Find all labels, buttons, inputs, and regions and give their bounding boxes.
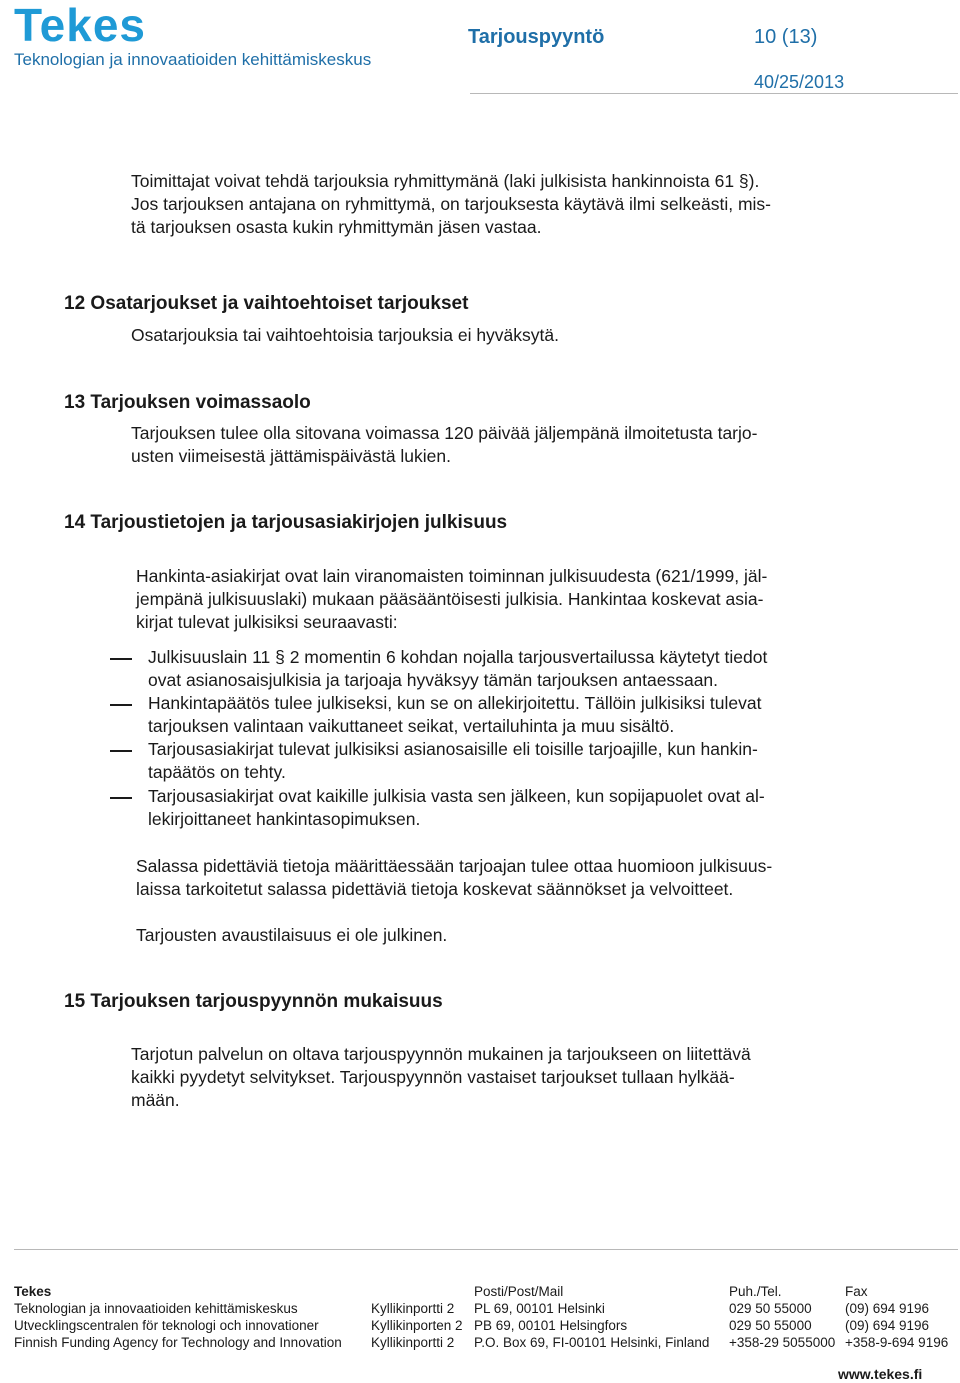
text-line: Tarjotun palvelun on oltava tarjouspyynnön mukainen ja tarjoukseen on liitettävä <box>131 1044 751 1064</box>
opening-session-text: Tarjousten avaustilaisuus ei ole julkinen. <box>136 925 448 945</box>
footer-mail-en: P.O. Box 69, FI-00101 Helsinki, Finland <box>474 1335 710 1350</box>
footer-fax-en: +358-9-694 9196 <box>845 1335 949 1350</box>
footer-phone-en: +358-29 5055000 <box>729 1335 836 1350</box>
tekes-logo: Tekes <box>14 0 147 51</box>
footer-phone-sv: 029 50 55000 <box>729 1318 812 1333</box>
footer-fax-header: Fax <box>845 1284 868 1299</box>
footer-org-en: Finnish Funding Agency for Technology and Innovation <box>14 1335 342 1350</box>
text-line: tarjouksen valintaan vaikuttaneet seikat, vertailuhinta ja muu sisältö. <box>148 716 675 736</box>
text-line: kirjat tulevat julkisiksi seuraavasti: <box>136 612 398 632</box>
intro-paragraph <box>131 170 771 239</box>
footer-phone-fi: 029 50 55000 <box>729 1301 812 1316</box>
page-number: 10 (13) <box>754 26 818 48</box>
text-line: laissa tarkoitetut salassa pidettäviä tietoja koskevat säännökset ja velvoitteet. <box>136 879 734 899</box>
footer-street-sv: Kyllikinporten 2 <box>371 1318 463 1333</box>
text-line: jempänä julkisuuslaki) mukaan pääsääntöisesti julkisia. Hankintaa koskevat asia- <box>136 589 764 609</box>
text-line: Hankintapäätös tulee julkiseksi, kun se on allekirjoitettu. Tällöin julkisiksi tulevat <box>148 693 762 713</box>
footer-org-sv: Utvecklingscentralen för teknologi och innovationer <box>14 1318 319 1333</box>
bullet-item <box>148 692 761 738</box>
document-title: Tarjouspyyntö <box>468 26 605 48</box>
section-14-intro <box>136 565 767 634</box>
text-line: lekirjoittaneet hankintasopimuksen. <box>148 809 421 829</box>
dash-bullet-icon <box>110 797 132 799</box>
bullet-item <box>148 646 767 692</box>
footer-fax-sv: (09) 694 9196 <box>845 1318 930 1333</box>
confidentiality-paragraph <box>136 855 772 901</box>
header-divider <box>470 93 958 94</box>
section-13-paragraph <box>131 422 757 468</box>
bullet-item <box>148 785 765 831</box>
footer-phone-header: Puh./Tel. <box>729 1284 782 1299</box>
document-date: 40/25/2013 <box>754 72 845 92</box>
dash-bullet-icon <box>110 704 132 706</box>
text-line: Tarjousasiakirjat ovat kaikille julkisia vasta sen jälkeen, kun sopijapuolet ovat al- <box>148 786 765 806</box>
text-line: usten viimeisestä jättämispäivästä lukien. <box>131 446 452 466</box>
dash-bullet-icon <box>110 658 132 660</box>
text-line: kaikki pyydetyt selvitykset. Tarjouspyynnön vastaiset tarjoukset tullaan hylkää- <box>131 1067 735 1087</box>
text-line: Toimittajat voivat tehdä tarjouksia ryhmittymänä (laki julkisista hankinnoista 61 §). <box>131 171 760 191</box>
text-line: mään. <box>131 1090 180 1110</box>
section-12-heading: 12 Osatarjoukset ja vaihtoehtoiset tarjoukset <box>64 293 469 314</box>
text-line: Julkisuuslain 11 § 2 momentin 6 kohdan nojalla tarjousvertailussa käytetyt tiedot <box>148 647 768 667</box>
text-line: Jos tarjouksen antajana on ryhmittymä, on tarjouksesta käytävä ilmi selkeästi, mis- <box>131 194 771 214</box>
footer-mail-fi: PL 69, 00101 Helsinki <box>474 1301 605 1316</box>
footer-street-fi: Kyllikinportti 2 <box>371 1301 455 1316</box>
text-line: tapäätös on tehty. <box>148 762 286 782</box>
section-15-heading: 15 Tarjouksen tarjouspyynnön mukaisuus <box>64 991 443 1012</box>
dash-bullet-icon <box>110 750 132 752</box>
bullet-item <box>148 738 758 784</box>
section-13-heading: 13 Tarjouksen voimassaolo <box>64 392 311 413</box>
organization-name: Teknologian ja innovaatioiden kehittämiskeskus <box>14 50 372 69</box>
footer-divider <box>14 1249 958 1250</box>
footer-street-en: Kyllikinportti 2 <box>371 1335 455 1350</box>
section-14-heading: 14 Tarjoustietojen ja tarjousasiakirjojen julkisuus <box>64 512 508 533</box>
footer-company-name: Tekes <box>14 1284 52 1299</box>
text-line: Salassa pidettäviä tietoja määrittäessään tarjoajan tulee ottaa huomioon julkisuus- <box>136 856 773 876</box>
section-15-paragraph <box>131 1043 751 1112</box>
footer-mail-header: Posti/Post/Mail <box>474 1284 564 1299</box>
text-line: Hankinta-asiakirjat ovat lain viranomaisten toiminnan julkisuudesta (621/1999, jäl- <box>136 566 768 586</box>
section-12-text: Osatarjouksia tai vaihtoehtoisia tarjouksia ei hyväksytä. <box>131 325 559 345</box>
text-line: Tarjousasiakirjat tulevat julkisiksi asianosaisille eli toisille tarjoajille, kun hankin- <box>148 739 758 759</box>
text-line: tä tarjouksen osasta kukin ryhmittymän jäsen vastaa. <box>131 217 542 237</box>
text-line: Tarjouksen tulee olla sitovana voimassa 120 päivää jäljempänä ilmoitetusta tarjo- <box>131 423 758 443</box>
website-link[interactable]: www.tekes.fi <box>838 1366 923 1382</box>
text-line: ovat asianosaisjulkisia ja tarjoaja hyväksyy tämän tarjouksen antaessaan. <box>148 670 719 690</box>
footer-mail-sv: PB 69, 00101 Helsingfors <box>474 1318 628 1333</box>
footer-org-fi: Teknologian ja innovaatioiden kehittämiskeskus <box>14 1301 298 1316</box>
footer-fax-fi: (09) 694 9196 <box>845 1301 930 1316</box>
